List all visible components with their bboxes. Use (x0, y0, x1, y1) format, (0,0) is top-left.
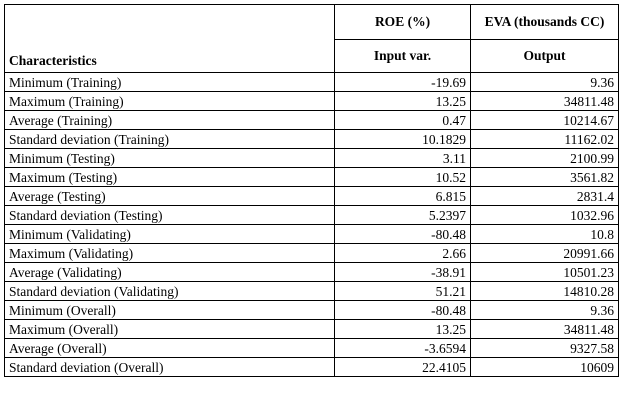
row-label: Minimum (Training) (5, 73, 335, 92)
row-label: Maximum (Validating) (5, 244, 335, 263)
eva-value: 9.36 (471, 73, 619, 92)
eva-value: 3561.82 (471, 168, 619, 187)
output-subheader: Output (471, 39, 619, 72)
eva-value: 10609 (471, 358, 619, 377)
roe-value: 5.2397 (335, 206, 471, 225)
eva-value: 2100.99 (471, 149, 619, 168)
row-label: Standard deviation (Training) (5, 130, 335, 149)
eva-value: 2831.4 (471, 187, 619, 206)
row-label: Minimum (Overall) (5, 301, 335, 320)
input-var-subheader: Input var. (335, 39, 471, 72)
roe-value: 6.815 (335, 187, 471, 206)
table-row (5, 187, 619, 206)
eva-value: 9.36 (471, 301, 619, 320)
table-row (5, 301, 619, 320)
table-row (5, 339, 619, 358)
eva-value: 20991.66 (471, 244, 619, 263)
table-row (5, 73, 619, 92)
table-row (5, 206, 619, 225)
eva-value: 9327.58 (471, 339, 619, 358)
table-row (5, 130, 619, 149)
eva-value: 10501.23 (471, 263, 619, 282)
eva-value: 34811.48 (471, 92, 619, 111)
table-row (5, 358, 619, 377)
eva-value: 14810.28 (471, 282, 619, 301)
statistics-table (4, 4, 619, 377)
roe-value: 10.52 (335, 168, 471, 187)
roe-value: 51.21 (335, 282, 471, 301)
eva-value: 11162.02 (471, 130, 619, 149)
row-label: Minimum (Validating) (5, 225, 335, 244)
roe-header: ROE (%) (335, 5, 471, 40)
row-label: Standard deviation (Overall) (5, 358, 335, 377)
roe-value: 0.47 (335, 111, 471, 130)
table-row (5, 225, 619, 244)
eva-value: 10.8 (471, 225, 619, 244)
row-label: Average (Training) (5, 111, 335, 130)
roe-value: 3.11 (335, 149, 471, 168)
table-row (5, 92, 619, 111)
roe-value: -19.69 (335, 73, 471, 92)
row-label: Maximum (Training) (5, 92, 335, 111)
roe-value: 2.66 (335, 244, 471, 263)
row-label: Minimum (Testing) (5, 149, 335, 168)
table-row (5, 320, 619, 339)
table-body (5, 73, 619, 377)
eva-value: 34811.48 (471, 320, 619, 339)
table-row (5, 168, 619, 187)
roe-value: 10.1829 (335, 130, 471, 149)
roe-value: -38.91 (335, 263, 471, 282)
roe-value: -80.48 (335, 301, 471, 320)
table-row (5, 244, 619, 263)
eva-value: 10214.67 (471, 111, 619, 130)
table-row (5, 111, 619, 130)
table-row (5, 263, 619, 282)
eva-value: 1032.96 (471, 206, 619, 225)
roe-value: -80.48 (335, 225, 471, 244)
table-row (5, 149, 619, 168)
row-label: Maximum (Overall) (5, 320, 335, 339)
table-header (5, 5, 619, 73)
roe-value: -3.6594 (335, 339, 471, 358)
eva-header: EVA (thousands CC) (471, 5, 619, 40)
row-label: Standard deviation (Validating) (5, 282, 335, 301)
row-label: Average (Validating) (5, 263, 335, 282)
row-label: Maximum (Testing) (5, 168, 335, 187)
table-row (5, 282, 619, 301)
roe-value: 22.4105 (335, 358, 471, 377)
characteristics-header: Characteristics (5, 5, 335, 73)
roe-value: 13.25 (335, 92, 471, 111)
roe-value: 13.25 (335, 320, 471, 339)
row-label: Average (Testing) (5, 187, 335, 206)
row-label: Average (Overall) (5, 339, 335, 358)
row-label: Standard deviation (Testing) (5, 206, 335, 225)
